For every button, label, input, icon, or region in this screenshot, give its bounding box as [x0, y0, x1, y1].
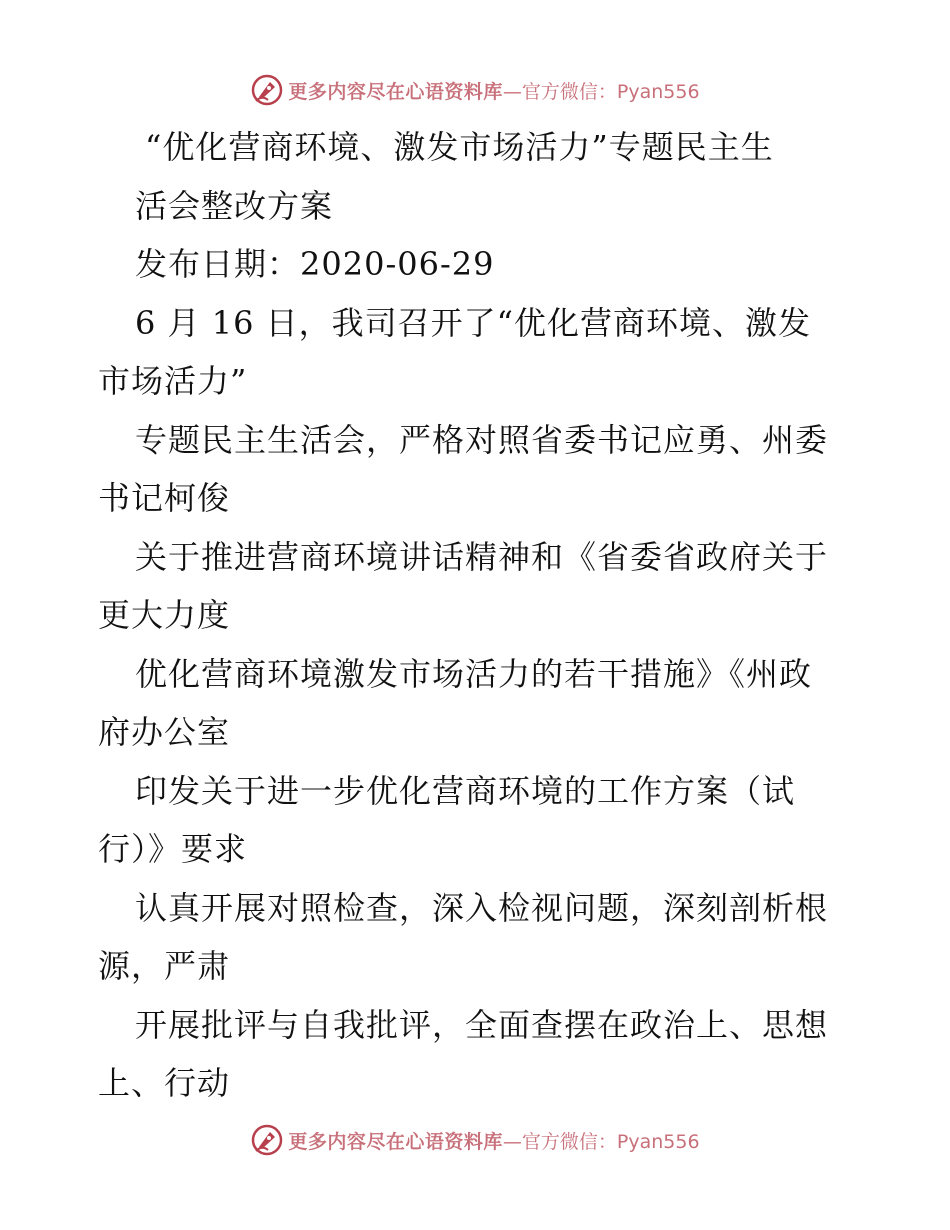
paragraph-line: 关于推进营商环境讲话精神和《省委省政府关于 [135, 537, 829, 576]
paragraph-line: 行）》要求 [98, 830, 248, 868]
banner-main-text: 更多内容尽在心语资料库 [288, 80, 503, 103]
paragraph-line: 市场活力” [98, 362, 248, 400]
paragraph-line: 源，严肃 [98, 947, 231, 985]
footer-banner [0, 1120, 950, 1160]
banner-sub-text: —官方微信：Pyan556 [502, 1130, 700, 1153]
pen-nib-logo-icon [250, 1123, 284, 1157]
banner-sub-text: —官方微信：Pyan556 [502, 80, 700, 103]
paragraph-line: 印发关于进一步优化营商环境的工作方案（试 [135, 771, 796, 810]
paragraph-line: 专题民主生活会，严格对照省委书记应勇、州委 [135, 420, 829, 459]
publish-date-line: 发布日期：2020-06-29 [135, 245, 495, 283]
document-title-line: “优化营商环境、激发市场活力”专题民主生 [145, 128, 774, 166]
banner-main-text: 更多内容尽在心语资料库 [288, 1130, 503, 1153]
paragraph-line: 6 月 16 日，我司召开了“优化营商环境、激发 [135, 303, 811, 342]
paragraph-line: 优化营商环境激发市场活力的若干措施》《州政 [135, 654, 813, 693]
paragraph-line: 开展批评与自我批评，全面查摆在政治上、思想 [135, 1005, 829, 1044]
paragraph-line: 府办公室 [98, 713, 231, 751]
document-title-line: 活会整改方案 [135, 186, 334, 225]
paragraph-line: 书记柯俊 [98, 479, 231, 517]
header-banner [0, 70, 950, 110]
paragraph-line: 上、行动 [98, 1064, 231, 1102]
pen-nib-logo-icon [250, 73, 284, 107]
paragraph-line: 认真开展对照检查，深入检视问题，深刻剖析根 [135, 888, 829, 927]
paragraph-line: 更大力度 [98, 596, 231, 634]
